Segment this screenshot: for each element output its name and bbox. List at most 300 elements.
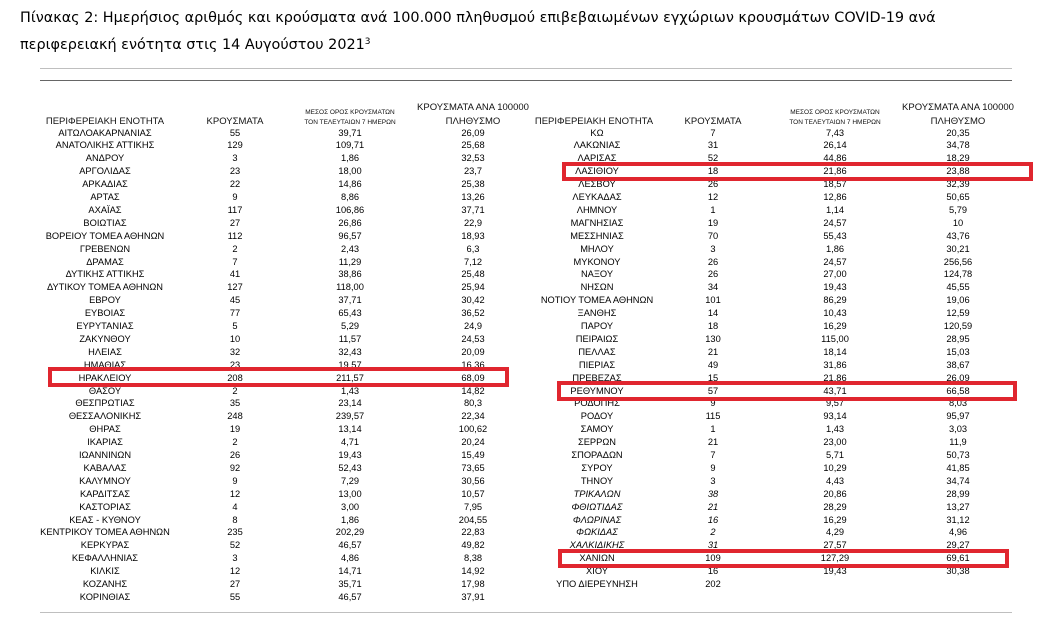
region-name: ΕΥΡΥΤΑΝΙΑΣ (76, 321, 134, 331)
per100k-value: 10,57 (461, 488, 485, 499)
header-avg-right-2: ΤΟΝ ΤΕΛΕΥΤΑΙΩΝ 7 ΗΜΕΡΩΝ (789, 119, 881, 126)
cases-value: 14 (707, 308, 719, 319)
region-name: ΥΠΟ ΔΙΕΡΕΥΝΗΣΗ (556, 579, 638, 589)
per100k-value: 15,49 (461, 450, 485, 460)
region-name: ΚΙΛΚΙΣ (90, 566, 120, 577)
avg7-value: 13,14 (338, 424, 362, 435)
avg7-value: 55,43 (823, 230, 847, 241)
region-name: ΛΑΚΩΝΙΑΣ (573, 140, 621, 151)
per100k-value: 13,26 (461, 192, 485, 202)
cases-value: 129 (227, 140, 243, 151)
region-name: ΕΒΡΟΥ (89, 295, 121, 306)
highlight-box-irakleiou (48, 367, 509, 387)
header-avg-right-1: ΜΕΣΟΣ ΟΡΟΣ ΚΡΟΥΣΜΑΤΩΝ (790, 109, 880, 116)
header-region-left: ΠΕΡΙΦΕΡΕΙΑΚΗ ΕΝΟΤΗΤΑ (45, 116, 165, 127)
avg7-value: 46,57 (338, 591, 362, 602)
cases-value: 49 (707, 359, 719, 370)
cases-value: 12 (707, 192, 719, 202)
avg7-value: 12,86 (823, 192, 847, 202)
per100k-value: 30,38 (946, 566, 970, 577)
region-name: ΑΧΑΪΑΣ (88, 204, 122, 215)
header-per100k-right-1: ΚΡΟΥΣΜΑΤΑ ΑΝΑ 100000 (902, 102, 1014, 113)
per100k-value: 29,27 (946, 540, 970, 551)
region-name: ΑΝΔΡΟΥ (85, 153, 125, 164)
region-name: ΑΙΤΩΛΟΑΚΑΡΝΑΝΙΑΣ (58, 127, 152, 138)
avg7-value: 109,71 (335, 140, 365, 151)
per100k-value: 41,85 (946, 462, 970, 473)
avg7-value: 18,57 (823, 179, 847, 190)
region-name: ΜΗΛΟΥ (580, 243, 614, 254)
region-name: ΤΡΙΚΑΛΩΝ (573, 488, 621, 499)
region-name: ΒΟΙΩΤΙΑΣ (83, 217, 127, 228)
region-name: ΚΑΒΑΛΑΣ (83, 462, 127, 473)
region-name: ΘΕΣΠΡΩΤΙΑΣ (75, 398, 135, 409)
per100k-value: 34,78 (946, 140, 970, 151)
avg7-value: 13,00 (338, 488, 362, 499)
cases-value: 7 (710, 450, 716, 460)
cases-value: 35 (229, 398, 241, 409)
cases-value: 12 (229, 566, 241, 577)
region-name: ΡΟΔΟΥ (580, 411, 614, 422)
cases-value: 16 (707, 566, 719, 577)
per100k-value: 22,9 (463, 217, 483, 228)
per100k-value: 38,67 (946, 359, 970, 370)
avg7-value: 18,00 (338, 166, 362, 177)
cases-value: 9 (232, 192, 238, 202)
avg7-value: 19,43 (338, 450, 362, 460)
region-name: ΠΑΡΟΥ (580, 321, 614, 331)
region-name: ΙΚΑΡΙΑΣ (87, 437, 123, 448)
avg7-value: 86,29 (823, 295, 847, 306)
cases-value: 21 (707, 501, 719, 512)
region-name: ΛΑΡΙΣΑΣ (577, 153, 617, 164)
per100k-value: 204,55 (458, 514, 488, 525)
region-name: ΑΡΓΟΛΙΔΑΣ (79, 166, 131, 177)
region-name: ΝΗΣΩΝ (580, 282, 614, 293)
region-name: ΡΕΘΥΜΝΟΥ (570, 385, 624, 396)
cases-value: 31 (707, 540, 719, 551)
avg7-value: 4,29 (825, 527, 845, 538)
per100k-value: 43,76 (946, 230, 970, 241)
region-name: ΒΟΡΕΙΟΥ ΤΟΜΕΑ ΑΘΗΝΩΝ (45, 230, 165, 241)
cases-value: 3 (710, 475, 716, 486)
cases-value: 248 (227, 411, 243, 422)
region-name: ΗΡΑΚΛΕΙΟΥ (78, 372, 132, 383)
cases-value: 127 (227, 282, 243, 293)
per100k-value: 50,73 (946, 450, 970, 460)
region-name: ΛΑΣΙΘΙΟΥ (575, 166, 619, 177)
per100k-value: 4,96 (948, 527, 968, 538)
avg7-value: 37,71 (338, 295, 362, 306)
avg7-value: 23,14 (338, 398, 362, 409)
avg7-value: 32,43 (338, 346, 362, 357)
per100k-value: 20,09 (461, 346, 485, 357)
cases-value: 55 (229, 127, 241, 138)
per100k-value: 66,58 (946, 385, 970, 396)
cases-value: 1 (710, 424, 716, 435)
region-name: ΣΥΡΟΥ (581, 462, 613, 473)
per100k-value: 30,42 (461, 295, 485, 306)
cases-value: 34 (707, 282, 719, 293)
region-name: ΡΟΔΟΠΗΣ (574, 398, 620, 409)
cases-value: 52 (229, 540, 241, 551)
per100k-value: 100,62 (458, 424, 488, 435)
cases-value: 32 (229, 346, 241, 357)
cases-value: 235 (227, 527, 243, 538)
region-name: ΑΡΤΑΣ (90, 192, 120, 202)
avg7-value: 4,86 (340, 553, 360, 564)
avg7-value: 211,57 (336, 372, 364, 383)
per100k-value: 124,78 (943, 269, 973, 280)
region-name: ΓΡΕΒΕΝΩΝ (79, 243, 131, 254)
per100k-value: 120,59 (943, 321, 973, 331)
cases-value: 23 (229, 359, 241, 370)
avg7-value: 96,57 (338, 230, 362, 241)
avg7-value: 44,86 (823, 153, 847, 164)
avg7-value: 19,43 (823, 282, 847, 293)
avg7-value: 18,14 (823, 346, 847, 357)
avg7-value: 27,57 (823, 540, 847, 551)
avg7-value: 39,71 (338, 127, 362, 138)
region-name: ΑΡΚΑΔΙΑΣ (82, 179, 128, 190)
cases-value: 22 (229, 179, 241, 190)
avg7-value: 19,57 (338, 359, 362, 370)
avg7-value: 11,57 (338, 333, 362, 344)
highlight-box-chanion (558, 549, 1009, 568)
bottom-rule (40, 612, 1012, 613)
region-name: ΗΛΕΙΑΣ (88, 346, 122, 357)
region-name: ΚΑΡΔΙΤΣΑΣ (79, 488, 131, 499)
per100k-value: 26,09 (946, 372, 970, 383)
avg7-value: 239,57 (335, 411, 365, 422)
per100k-value: 16,36 (461, 359, 485, 370)
cases-value: 45 (229, 295, 241, 306)
header-cases-right: ΚΡΟΥΣΜΑΤΑ (684, 116, 742, 127)
caption-text: Πίνακας 2: Ημερήσιος αριθμός και κρούσματα ανά 100.000 πληθυσμού επιβεβαιωμένων εγχώριων κρουσμάτων COVID-19 ανά περιφερειακή ενότητα στις 14 Αυγούστου 2021 (20, 10, 936, 53)
region-name: ΜΥΚΟΝΟΥ (573, 256, 621, 267)
avg7-value: 5,71 (825, 450, 845, 460)
region-name: ΚΕΦΑΛΛΗΝΙΑΣ (71, 553, 139, 564)
avg7-value: 14,71 (338, 566, 362, 577)
avg7-value: 24,57 (823, 217, 847, 228)
region-name: ΚΟΡΙΝΘΙΑΣ (79, 591, 131, 602)
cases-value: 18 (707, 321, 719, 331)
cases-value: 112 (227, 230, 243, 241)
region-name: ΑΝΑΤΟΛΙΚΗΣ ΑΤΤΙΚΗΣ (55, 140, 155, 151)
cases-value: 3 (232, 553, 238, 564)
header-region-right: ΠΕΡΙΦΕΡΕΙΑΚΗ ΕΝΟΤΗΤΑ (534, 116, 654, 127)
region-name: ΠΕΙΡΑΙΩΣ (575, 333, 619, 344)
avg7-value: 7,43 (825, 127, 845, 138)
per100k-value: 24,53 (461, 333, 485, 344)
cases-value: 70 (707, 230, 719, 241)
cases-value: 7 (710, 127, 716, 138)
avg7-value: 20,86 (823, 488, 847, 499)
cases-value: 92 (229, 462, 241, 473)
cases-value: 9 (710, 462, 716, 473)
cases-value: 19 (707, 217, 719, 228)
region-name: ΚΟΖΑΝΗΣ (82, 579, 128, 589)
region-name: ΘΑΣΟΥ (88, 385, 122, 396)
cases-value: 101 (705, 295, 721, 306)
avg7-value: 21,86 (823, 166, 847, 177)
cases-value: 9 (710, 398, 716, 409)
per100k-value: 31,12 (946, 514, 970, 525)
avg7-value: 1,86 (340, 153, 360, 164)
header-cases-left: ΚΡΟΥΣΜΑΤΑ (206, 116, 264, 127)
cases-value: 55 (229, 591, 241, 602)
per100k-value: 7,12 (463, 256, 483, 267)
avg7-value: 26,14 (823, 140, 847, 151)
per100k-value: 256,56 (943, 256, 973, 267)
avg7-value: 52,43 (338, 462, 362, 473)
region-name: ΚΕΑΣ - ΚΥΘΝΟΥ (69, 514, 141, 525)
region-name: ΦΛΩΡΙΝΑΣ (572, 514, 622, 525)
per100k-value: 10 (952, 217, 964, 228)
avg7-value: 10,29 (823, 462, 847, 473)
per100k-value: 14,92 (461, 566, 485, 577)
cases-value: 130 (705, 333, 721, 344)
per100k-value: 24,9 (463, 321, 483, 331)
avg7-value: 4,43 (825, 475, 845, 486)
per100k-value: 19,06 (946, 295, 970, 306)
avg7-value: 16,29 (823, 321, 847, 331)
per100k-value: 95,97 (946, 411, 970, 422)
per100k-value: 25,38 (461, 179, 485, 190)
region-name: ΧΑΝΙΩΝ (579, 553, 615, 564)
region-name: ΞΑΝΘΗΣ (577, 308, 617, 319)
avg7-value: 202,29 (335, 527, 365, 538)
region-name: ΖΑΚΥΝΘΟΥ (79, 333, 131, 344)
region-name: ΘΗΡΑΣ (89, 424, 121, 435)
per100k-value: 73,65 (461, 462, 485, 473)
cases-value: 57 (707, 385, 719, 396)
avg7-value: 1,14 (825, 204, 845, 215)
region-name: ΚΕΡΚΥΡΑΣ (80, 540, 130, 551)
cases-value: 21 (707, 346, 719, 357)
avg7-value: 24,57 (823, 256, 847, 267)
avg7-value: 2,43 (340, 243, 360, 254)
per100k-value: 25,68 (461, 140, 485, 151)
region-name: ΣΠΟΡΑΔΩΝ (571, 450, 623, 460)
per100k-value: 14,82 (461, 385, 485, 396)
avg7-value: 65,43 (338, 308, 362, 319)
per100k-value: 3,03 (948, 424, 968, 435)
avg7-value: 115,00 (821, 333, 849, 344)
avg7-value: 93,14 (823, 411, 847, 422)
region-name: ΦΩΚΙΔΑΣ (576, 527, 618, 538)
avg7-value: 5,29 (340, 321, 360, 331)
cases-value: 109 (705, 553, 721, 564)
per100k-value: 22,34 (461, 411, 485, 422)
cases-value: 202 (705, 579, 721, 589)
cases-value: 2 (710, 527, 716, 538)
cases-value: 115 (705, 411, 721, 422)
cases-value: 2 (232, 437, 238, 448)
per100k-value: 32,53 (461, 153, 485, 164)
cases-value: 12 (229, 488, 241, 499)
per100k-value: 34,74 (946, 475, 970, 486)
cases-value: 26 (229, 450, 241, 460)
header-per100k-right-2: ΠΛΗΘΥΣΜΟ (930, 116, 986, 127)
highlight-box-rethymnou (557, 381, 1017, 401)
cases-value: 9 (232, 475, 238, 486)
per100k-value: 25,94 (461, 282, 485, 293)
cases-value: 26 (707, 269, 719, 280)
per100k-value: 5,79 (948, 204, 968, 215)
avg7-value: 19,43 (823, 566, 847, 577)
avg7-value: 27,00 (823, 269, 847, 280)
footnote-marker: 3 (364, 37, 371, 47)
cases-value: 8 (232, 514, 238, 525)
header-avg-left-1: ΜΕΣΟΣ ΟΡΟΣ ΚΡΟΥΣΜΑΤΩΝ (305, 109, 395, 116)
per100k-value: 15,03 (946, 346, 970, 357)
region-name: ΣΑΜΟΥ (580, 424, 614, 435)
cases-value: 27 (229, 579, 241, 589)
cases-value: 27 (229, 217, 241, 228)
cases-value: 41 (229, 269, 241, 280)
avg7-value: 21,86 (823, 372, 847, 383)
per100k-value: 13,27 (946, 501, 970, 512)
per100k-value: 37,91 (461, 591, 485, 602)
region-name: ΜΑΓΝΗΣΙΑΣ (570, 217, 624, 228)
cases-value: 1 (710, 204, 716, 215)
table-caption (20, 6, 1030, 57)
per100k-value: 6,3 (466, 243, 480, 254)
region-name: ΝΟΤΙΟΥ ΤΟΜΕΑ ΑΘΗΝΩΝ (540, 295, 654, 306)
cases-value: 7 (232, 256, 238, 267)
region-name: ΘΕΣΣΑΛΟΝΙΚΗΣ (68, 411, 142, 422)
per100k-value: 23,7 (463, 166, 483, 177)
avg7-value: 1,43 (340, 385, 360, 396)
avg7-value: 7,29 (340, 475, 360, 486)
region-name: ΠΕΛΛΑΣ (578, 346, 616, 357)
region-name: ΔΥΤΙΚΗΣ ΑΤΤΙΚΗΣ (65, 269, 145, 280)
per100k-value: 37,71 (461, 204, 485, 215)
avg7-value: 23,00 (823, 437, 847, 448)
avg7-value: 1,86 (340, 514, 360, 525)
avg7-value: 127,29 (820, 553, 850, 564)
cases-value: 208 (227, 372, 243, 383)
region-name: ΔΥΤΙΚΟΥ ΤΟΜΕΑ ΑΘΗΝΩΝ (46, 282, 164, 293)
region-name: ΤΗΝΟΥ (580, 475, 614, 486)
region-name: ΗΜΑΘΙΑΣ (83, 359, 127, 370)
cases-value: 31 (707, 140, 719, 151)
cases-value: 5 (232, 321, 238, 331)
per100k-value: 45,55 (946, 282, 970, 293)
avg7-value: 1,86 (825, 243, 845, 254)
per100k-value: 7,95 (463, 501, 483, 512)
avg7-value: 16,29 (823, 514, 847, 525)
region-name: ΧΙΟΥ (586, 566, 608, 577)
avg7-value: 43,71 (823, 385, 847, 396)
cases-value: 3 (232, 153, 238, 164)
per100k-value: 11,9 (949, 437, 967, 448)
avg7-value: 1,43 (825, 424, 845, 435)
region-name: ΔΡΑΜΑΣ (86, 256, 124, 267)
top-rule (40, 68, 1012, 69)
per100k-value: 28,95 (946, 333, 970, 344)
cases-value: 117 (227, 204, 243, 215)
cases-value: 38 (707, 488, 719, 499)
avg7-value: 28,29 (823, 501, 847, 512)
cases-value: 19 (229, 424, 241, 435)
per100k-value: 32,39 (946, 179, 970, 190)
cases-value: 26 (707, 256, 719, 267)
region-name: ΚΩ (590, 127, 604, 138)
per100k-value: 49,82 (461, 540, 485, 551)
cases-value: 4 (232, 501, 238, 512)
per100k-value: 18,93 (461, 230, 485, 241)
cases-value: 77 (229, 308, 241, 319)
per100k-value: 25,48 (461, 269, 485, 280)
per100k-value: 22,83 (461, 527, 485, 538)
cases-value: 21 (707, 437, 719, 448)
region-name: ΝΑΞΟΥ (580, 269, 614, 280)
per100k-value: 20,35 (946, 127, 970, 138)
region-name: ΚΑΛΥΜΝΟΥ (79, 475, 131, 486)
header-avg-left-2: ΤΟΝ ΤΕΛΕΥΤΑΙΩΝ 7 ΗΜΕΡΩΝ (304, 119, 396, 126)
region-name: ΜΕΣΣΗΝΙΑΣ (570, 230, 624, 241)
per100k-value: 80,3 (463, 398, 483, 409)
per100k-value: 68,09 (461, 372, 485, 383)
cases-value: 3 (710, 243, 716, 254)
cases-value: 2 (232, 243, 238, 254)
region-name: ΛΕΣΒΟΥ (578, 179, 616, 190)
header-rule (40, 80, 1012, 81)
cases-value: 23 (229, 166, 241, 177)
per100k-value: 8,38 (463, 553, 483, 564)
region-name: ΠΡΕΒΕΖΑΣ (572, 372, 622, 383)
avg7-value: 106,86 (335, 204, 365, 215)
per100k-value: 20,24 (461, 437, 485, 448)
region-name: ΦΘΙΩΤΙΔΑΣ (571, 501, 623, 512)
region-name: ΚΑΣΤΟΡΙΑΣ (79, 501, 131, 512)
cases-value: 52 (707, 153, 719, 164)
avg7-value: 11,29 (338, 256, 362, 267)
per100k-value: 12,59 (946, 308, 970, 319)
per100k-value: 23,88 (946, 166, 970, 177)
avg7-value: 14,86 (338, 179, 362, 190)
per100k-value: 36,52 (461, 308, 485, 319)
region-name: ΚΕΝΤΡΙΚΟΥ ΤΟΜΕΑ ΑΘΗΝΩΝ (40, 527, 170, 538)
cases-value: 26 (707, 179, 719, 190)
region-name: ΣΕΡΡΩΝ (577, 437, 616, 448)
avg7-value: 9,57 (825, 398, 845, 409)
region-name: ΕΥΒΟΙΑΣ (84, 308, 126, 319)
header-per100k-left-2: ΠΛΗΘΥΣΜΟ (445, 116, 501, 127)
avg7-value: 38,86 (338, 269, 362, 280)
per100k-value: 17,98 (461, 579, 485, 589)
cases-value: 10 (229, 333, 241, 344)
per100k-value: 69,61 (946, 553, 970, 564)
region-name: ΠΙΕΡΙΑΣ (578, 359, 616, 370)
region-name: ΛΗΜΝΟΥ (576, 204, 618, 215)
per100k-value: 18,29 (946, 153, 970, 164)
avg7-value: 35,71 (338, 579, 362, 589)
per100k-value: 26,09 (461, 127, 485, 138)
cases-value: 2 (232, 385, 238, 396)
highlight-box-lasithiou (562, 162, 1033, 181)
per100k-value: 30,56 (461, 475, 485, 486)
region-name: ΙΩΑΝΝΙΝΩΝ (78, 450, 132, 460)
avg7-value: 26,86 (338, 217, 362, 228)
region-name: ΧΑΛΚΙΔΙΚΗΣ (569, 540, 625, 551)
per100k-value: 30,21 (946, 243, 970, 254)
per100k-value: 50,65 (946, 192, 970, 202)
cases-value: 16 (707, 514, 719, 525)
avg7-value: 8,86 (340, 192, 360, 202)
